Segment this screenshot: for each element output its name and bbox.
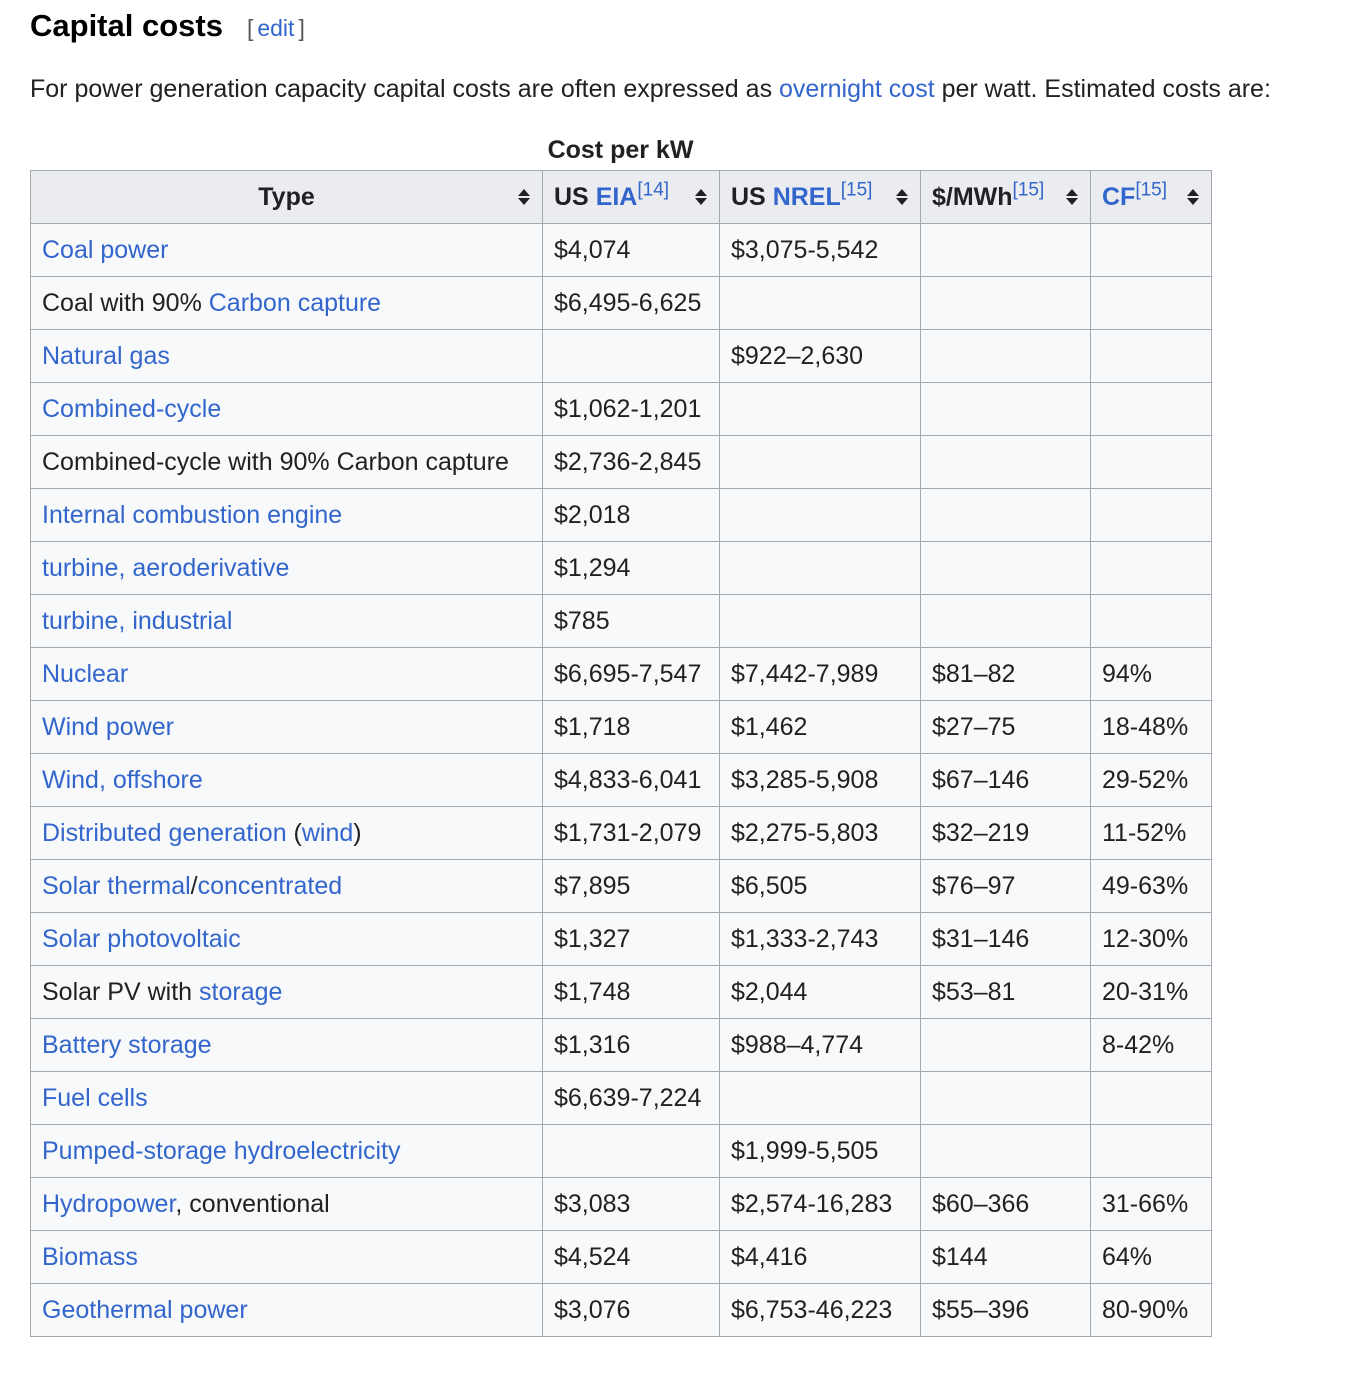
cell-cf (1091, 436, 1212, 489)
table-row (31, 489, 1212, 542)
table-row (31, 966, 1212, 1019)
cell-mwh: $27–75 (921, 701, 1091, 754)
cell-cf: 12-30% (1091, 913, 1212, 966)
type-text: Combined-cycle with 90% Carbon capture (42, 447, 509, 476)
cell-type (31, 436, 543, 489)
type-text: Solar PV with (42, 977, 200, 1006)
cell-type (31, 701, 543, 754)
eia-link[interactable]: EIA (595, 182, 638, 211)
table-row (31, 383, 1212, 436)
cell-nrel: $1,462 (720, 701, 921, 754)
ref-14-link[interactable]: [14] (637, 179, 670, 201)
section-title: Capital costs (30, 8, 223, 43)
cell-type (31, 277, 543, 330)
type-link[interactable]: Wind power (42, 712, 174, 741)
ref-15-link[interactable]: [15] (1012, 179, 1045, 201)
cell-type (31, 1019, 543, 1072)
cell-nrel: $3,285-5,908 (720, 754, 921, 807)
cf-link[interactable]: CF (1102, 182, 1136, 211)
table-row (31, 436, 1212, 489)
cell-type (31, 1125, 543, 1178)
type-link[interactable]: Solar thermal (42, 871, 191, 900)
cell-cf: 20-31% (1091, 966, 1212, 1019)
cell-nrel: $6,505 (720, 860, 921, 913)
table-row (31, 807, 1212, 860)
cell-mwh: $81–82 (921, 648, 1091, 701)
type-link[interactable]: Biomass (42, 1242, 138, 1271)
cell-nrel (720, 542, 921, 595)
cell-cf: 80-90% (1091, 1284, 1212, 1337)
type-link[interactable]: Fuel cells (42, 1083, 148, 1112)
cell-nrel (720, 489, 921, 542)
type-link[interactable]: Carbon capture (208, 288, 382, 317)
cell-nrel: $7,442-7,989 (720, 648, 921, 701)
sort-arrows-icon[interactable] (1186, 187, 1200, 207)
cell-type (31, 648, 543, 701)
cell-type (31, 807, 543, 860)
edit-bracket-open: [ (246, 15, 254, 41)
sort-arrows-icon[interactable] (1065, 187, 1079, 207)
table-row (31, 224, 1212, 277)
cell-nrel: $1,999-5,505 (720, 1125, 921, 1178)
cell-eia: $4,524 (543, 1231, 720, 1284)
cell-nrel: $6,753-46,223 (720, 1284, 921, 1337)
table-row (31, 701, 1212, 754)
cell-type (31, 1231, 543, 1284)
ref-15-link[interactable]: [15] (840, 179, 873, 201)
type-link[interactable]: Distributed generation (42, 818, 287, 847)
cell-mwh: $60–366 (921, 1178, 1091, 1231)
cell-nrel: $2,044 (720, 966, 921, 1019)
nrel-prefix: US (731, 182, 773, 211)
cell-cf: 8-42% (1091, 1019, 1212, 1072)
table-row (31, 1231, 1212, 1284)
type-link[interactable]: Solar photovoltaic (42, 924, 241, 953)
cell-type (31, 595, 543, 648)
type-text: , conventional (175, 1189, 330, 1218)
cell-eia: $4,074 (543, 224, 720, 277)
section-heading (30, 0, 1354, 50)
cell-mwh: $76–97 (921, 860, 1091, 913)
table-body (31, 224, 1212, 1337)
intro-paragraph (30, 72, 1354, 106)
intro-text-before: For power generation capacity capital costs are often expressed as (30, 75, 780, 103)
table-row (31, 860, 1212, 913)
cell-type (31, 383, 543, 436)
type-link[interactable]: turbine, aeroderivative (42, 553, 290, 582)
cell-type (31, 913, 543, 966)
cell-mwh (921, 436, 1091, 489)
table-row (31, 754, 1212, 807)
cell-cf: 11-52% (1091, 807, 1212, 860)
cell-type (31, 1178, 543, 1231)
cell-cf (1091, 489, 1212, 542)
cell-mwh: $55–396 (921, 1284, 1091, 1337)
edit-links (247, 15, 305, 42)
eia-prefix: US (554, 182, 596, 211)
type-text: Coal with 90% (42, 288, 209, 317)
cell-eia: $3,076 (543, 1284, 720, 1337)
sort-arrows-icon[interactable] (517, 187, 531, 207)
cell-eia: $3,083 (543, 1178, 720, 1231)
overnight-cost-link[interactable]: overnight cost (779, 75, 935, 103)
table-row (31, 1284, 1212, 1337)
table-row (31, 330, 1212, 383)
cell-cf: 31-66% (1091, 1178, 1212, 1231)
edit-link[interactable]: edit (257, 15, 295, 41)
cell-type (31, 754, 543, 807)
cell-cf: 18-48% (1091, 701, 1212, 754)
cell-mwh (921, 224, 1091, 277)
cell-nrel (720, 383, 921, 436)
table-row (31, 1125, 1212, 1178)
intro-text-after: per watt. Estimated costs are: (934, 75, 1271, 103)
col-header-us-nrel[interactable] (720, 171, 921, 224)
cell-type (31, 224, 543, 277)
header-row (31, 171, 1212, 224)
cell-cf (1091, 542, 1212, 595)
type-text: ( (286, 818, 302, 847)
type-text: ) (353, 818, 362, 847)
table-row (31, 542, 1212, 595)
cell-nrel: $988–4,774 (720, 1019, 921, 1072)
cell-nrel: $2,275-5,803 (720, 807, 921, 860)
cell-eia: $6,495-6,625 (543, 277, 720, 330)
cell-nrel: $4,416 (720, 1231, 921, 1284)
cell-eia: $1,062-1,201 (543, 383, 720, 436)
cell-mwh (921, 542, 1091, 595)
cell-mwh: $144 (921, 1231, 1091, 1284)
cell-mwh (921, 330, 1091, 383)
cell-mwh (921, 1072, 1091, 1125)
cell-eia: $1,748 (543, 966, 720, 1019)
type-link[interactable]: wind (301, 818, 354, 847)
type-link[interactable]: Nuclear (42, 659, 129, 688)
table-row (31, 1178, 1212, 1231)
cell-nrel: $1,333-2,743 (720, 913, 921, 966)
sort-arrows-icon[interactable] (895, 187, 909, 207)
cell-eia: $1,316 (543, 1019, 720, 1072)
cell-mwh (921, 1125, 1091, 1178)
cell-cf: 94% (1091, 648, 1212, 701)
cell-mwh: $67–146 (921, 754, 1091, 807)
cell-eia: $7,895 (543, 860, 720, 913)
nrel-link[interactable]: NREL (772, 182, 841, 211)
cell-cf (1091, 595, 1212, 648)
cell-type (31, 966, 543, 1019)
cell-cf: 49-63% (1091, 860, 1212, 913)
cell-nrel: $2,574-16,283 (720, 1178, 921, 1231)
cell-eia: $785 (543, 595, 720, 648)
type-link[interactable]: Internal combustion engine (42, 500, 343, 529)
cell-eia: $6,639-7,224 (543, 1072, 720, 1125)
table-row (31, 277, 1212, 330)
cell-nrel (720, 277, 921, 330)
table-row (31, 648, 1212, 701)
type-link[interactable]: Battery storage (42, 1030, 212, 1059)
cell-mwh (921, 489, 1091, 542)
table-row (31, 1072, 1212, 1125)
type-link[interactable]: Wind, offshore (42, 765, 203, 794)
cell-eia: $2,736-2,845 (543, 436, 720, 489)
sort-arrows-icon[interactable] (694, 187, 708, 207)
cell-nrel: $3,075-5,542 (720, 224, 921, 277)
table-row (31, 595, 1212, 648)
table-caption: Cost per kW (547, 136, 694, 164)
cell-mwh: $32–219 (921, 807, 1091, 860)
cell-type (31, 489, 543, 542)
cell-eia (543, 1125, 720, 1178)
cell-mwh: $31–146 (921, 913, 1091, 966)
cell-type (31, 542, 543, 595)
cell-type (31, 1072, 543, 1125)
cell-eia: $4,833-6,041 (543, 754, 720, 807)
cell-mwh (921, 277, 1091, 330)
cell-type (31, 1284, 543, 1337)
cell-eia (543, 330, 720, 383)
type-link[interactable]: turbine, industrial (42, 606, 233, 635)
cell-cf: 29-52% (1091, 754, 1212, 807)
cell-cf (1091, 1072, 1212, 1125)
cell-eia: $1,294 (543, 542, 720, 595)
cell-eia: $1,718 (543, 701, 720, 754)
edit-bracket-close: ] (298, 15, 305, 41)
cell-cf: 64% (1091, 1231, 1212, 1284)
cell-nrel (720, 1072, 921, 1125)
type-link[interactable]: concentrated (197, 871, 343, 900)
cell-mwh: $53–81 (921, 966, 1091, 1019)
type-text: / (190, 871, 198, 900)
cell-eia: $1,327 (543, 913, 720, 966)
type-link[interactable]: Pumped-storage hydroelectricity (42, 1136, 401, 1165)
cell-type (31, 330, 543, 383)
cell-cf (1091, 383, 1212, 436)
cell-mwh (921, 1019, 1091, 1072)
col-header-us-eia[interactable] (543, 171, 720, 224)
col-header-mwh[interactable] (921, 171, 1091, 224)
cell-cf (1091, 224, 1212, 277)
ref-15-link[interactable]: [15] (1135, 179, 1168, 201)
type-link[interactable]: storage (199, 977, 283, 1006)
col-header-type[interactable] (31, 171, 543, 224)
mwh-label: $/MWh (932, 182, 1013, 211)
cell-mwh (921, 595, 1091, 648)
cell-eia: $6,695-7,547 (543, 648, 720, 701)
cell-cf (1091, 330, 1212, 383)
type-link[interactable]: Hydropower (42, 1189, 176, 1218)
cell-eia: $2,018 (543, 489, 720, 542)
col-header-cf[interactable] (1091, 171, 1212, 224)
table-row (31, 1019, 1212, 1072)
cell-nrel: $922–2,630 (720, 330, 921, 383)
cell-type (31, 860, 543, 913)
cell-mwh (921, 383, 1091, 436)
cell-cf (1091, 277, 1212, 330)
cell-nrel (720, 436, 921, 489)
cell-cf (1091, 1125, 1212, 1178)
cell-nrel (720, 595, 921, 648)
type-link[interactable]: Combined-cycle (42, 394, 222, 423)
table-row (31, 913, 1212, 966)
type-link[interactable]: Natural gas (42, 341, 170, 370)
capital-costs-table (30, 170, 1212, 1337)
type-link[interactable]: Geothermal power (42, 1295, 248, 1324)
type-header-label: Type (258, 182, 315, 211)
type-link[interactable]: Coal power (42, 235, 169, 264)
cell-eia: $1,731-2,079 (543, 807, 720, 860)
